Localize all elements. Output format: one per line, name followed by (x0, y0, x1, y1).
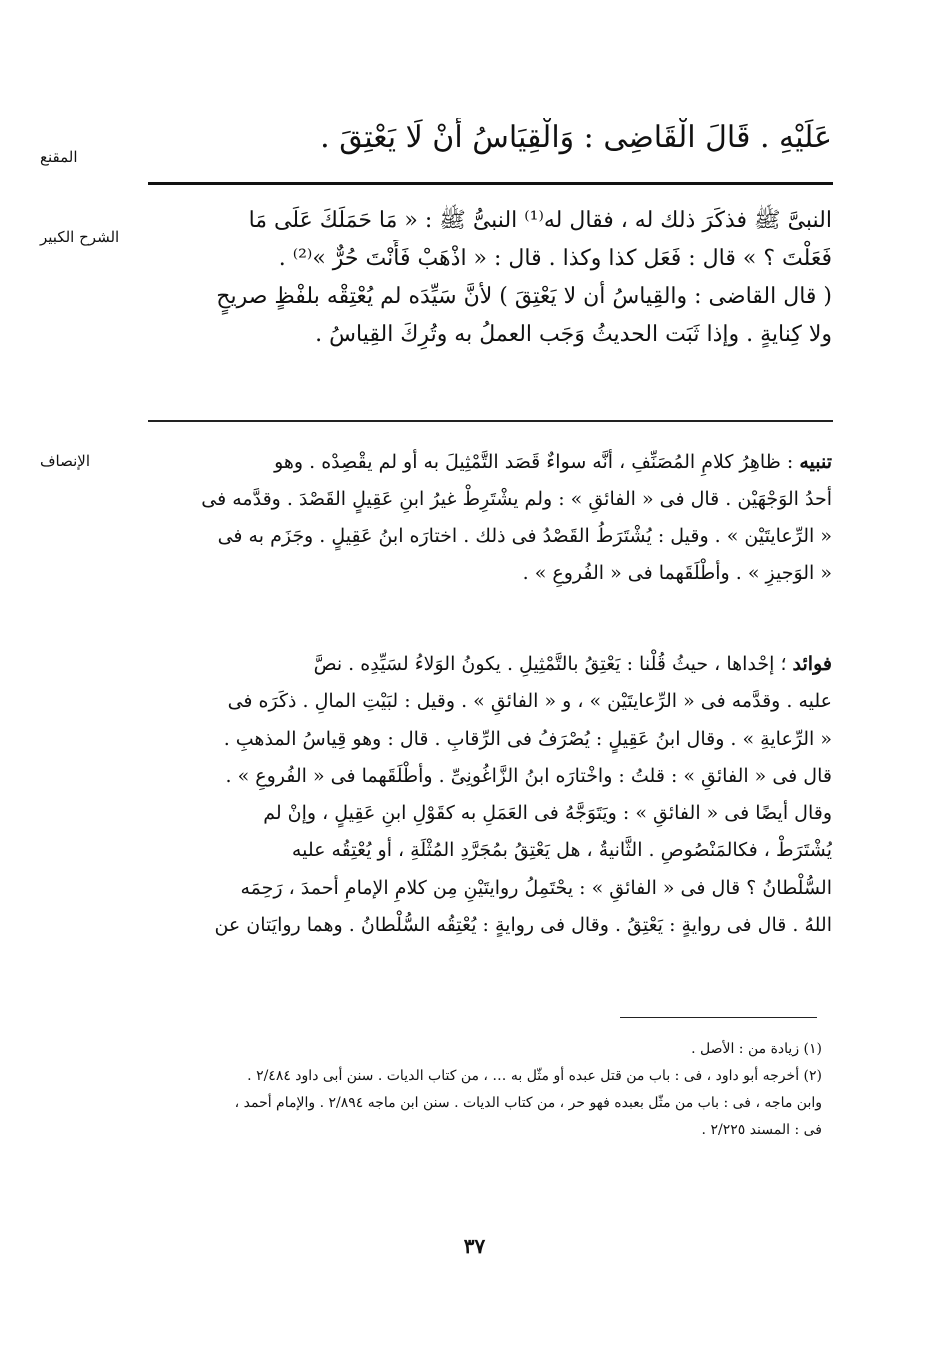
fawaid-line: اللهُ . قال فى روايةٍ : يَعْتِقُ . وقال فى روايةٍ : يُعْتِقُه السُّلْطانُ . وهما روايَتان عن (214, 914, 832, 937)
label-muqni: المقنع (40, 148, 78, 166)
fawaid-line (142, 646, 832, 683)
footnote-divider (620, 1017, 817, 1018)
footnote-line: (٢) أخرجه أبو داود ، فى : باب من قتل عبده أو مثّل به … ، من كتاب الديات . سنن أبى داود ٢/٤٨٤ . (247, 1068, 822, 1084)
sharh-line: النبىَّ ﷺ فذكَرَ ذلك له ، فقال له⁽¹⁾ النبىُّ ﷺ : « مَا حَمَلَكَ عَلَى مَا (248, 208, 832, 233)
matn-section (142, 118, 832, 158)
label-sharh-kabir: الشرح الكبير (40, 228, 120, 246)
thin-divider (148, 420, 833, 422)
fawaid-line: يُشْتَرَطْ ، فكالمَنْصُوصِ . الثَّانيةُ ، هل يَعْتِقُ بمُجَرَّدِ المُثْلَةِ ، أو يُعْتِقُه عليه (291, 839, 832, 862)
sharh-line: ولا كِنايةٍ . وإذا ثَبَت الحديثُ وَجَب العملُ به وتُرِكَ القِياسُ . (315, 322, 832, 347)
footnote-line: (١) زيادة من : الأصل . (691, 1041, 822, 1057)
fawaid-line: قال فى « الفائقِ » : قلتُ : واخْتارَه ابنُ الزَّاغُونِىِّ . وأطْلَقَهما فى « الفُروعِ » . (225, 764, 832, 787)
sharh-line: فَعَلْتَ ؟ » قال : فَعَل كذا وكذا . قال : « اذْهَبْ فَأَنْتَ حُرٌّ »⁽²⁾ . (278, 246, 832, 271)
fawaid-keyword: فوائد (792, 653, 832, 675)
sharh-line: ( قال القاضى : والقِياسُ أن لا يَعْتِقَ ) لأنَّ سَيِّدَه لم يُعْتِقْه بلفْظٍ صريحٍ (216, 284, 832, 309)
insaf-fawaid (142, 646, 832, 944)
tanbih-keyword: تنبيه (799, 451, 832, 473)
fawaid-line: وقال أيضًا فى « الفائقِ » : ويَتَوَجَّهُ فى العَمَلِ به كقَوْلِ ابنِ عَقِيلٍ ، وإنْ لم (263, 802, 832, 825)
insaf-line (142, 444, 832, 481)
sharh-section (142, 202, 832, 354)
fawaid-line-text: ؛ إحْداها ، حيثُ قُلْنا : يَعْتِقُ بالتَّمْثِيلِ . يكونُ الوَلاءُ لسَيِّدِه . نصَّ (313, 653, 793, 675)
footnote-line: فى : المسند ٢/٢٢٥ . (701, 1122, 822, 1138)
thick-divider (148, 182, 833, 185)
footnotes (142, 1036, 822, 1144)
insaf-line: « الرِّعايتَيْن » . وقيل : يُشْتَرَطُ القَصْدُ فى ذلك . اختارَه ابنُ عَقِيلٍ . وجَزَم به فى (217, 525, 832, 547)
insaf-line: « الوَجيزِ » . وأطْلَقَهما فى « الفُروعِ » . (522, 562, 832, 584)
fawaid-line: عليه . وقدَّمه فى « الرِّعايتَيْن » ، و « الفائقِ » . وقيل : لبَيْتِ المالِ . ذكَرَه فى (227, 690, 832, 713)
fawaid-line: « الرِّعايةِ » . وقال ابنُ عَقِيلٍ : يُصْرَفُ فى الرِّقابِ . قال : وهو قِياسُ المذهبِ . (223, 727, 832, 750)
fawaid-line: السُّلْطانُ ؟ قال فى « الفائقِ » : يحْتَمِلُ روايتَيْنِ مِن كلامِ الإمامِ أحمدَ ، رَحِمَه (240, 876, 832, 899)
insaf-tanbih (142, 444, 832, 592)
matn-line: عَلَيْهِ . قَالَ الْقَاضِى : وَالْقِيَاسُ أَنْ لَا يَعْتِقَ . (320, 120, 832, 155)
label-insaf: الإنصاف (40, 452, 91, 470)
insaf-line: أحدُ الوَجْهَيْن . قال فى « الفائقِ » : ولم يشْتَرِطْ غيرُ ابنِ عَقِيلٍ القَصْدَ . وقدَّمه فى (201, 488, 832, 510)
page-number: ٣٧ (463, 1234, 486, 1258)
footnote-line: وابن ماجه ، فى : باب من مثّل بعبده فهو حر ، من كتاب الديات . سنن ابن ماجه ٢/٨٩٤ . والإمام أحمد ، (234, 1095, 822, 1111)
insaf-line-text: : ظاهِرُ كلامِ المُصَنِّفِ ، أنَّه سواءٌ قَصَد التَّمْثِيلَ به أو لم يقْصِدْه . وهو (274, 451, 800, 473)
